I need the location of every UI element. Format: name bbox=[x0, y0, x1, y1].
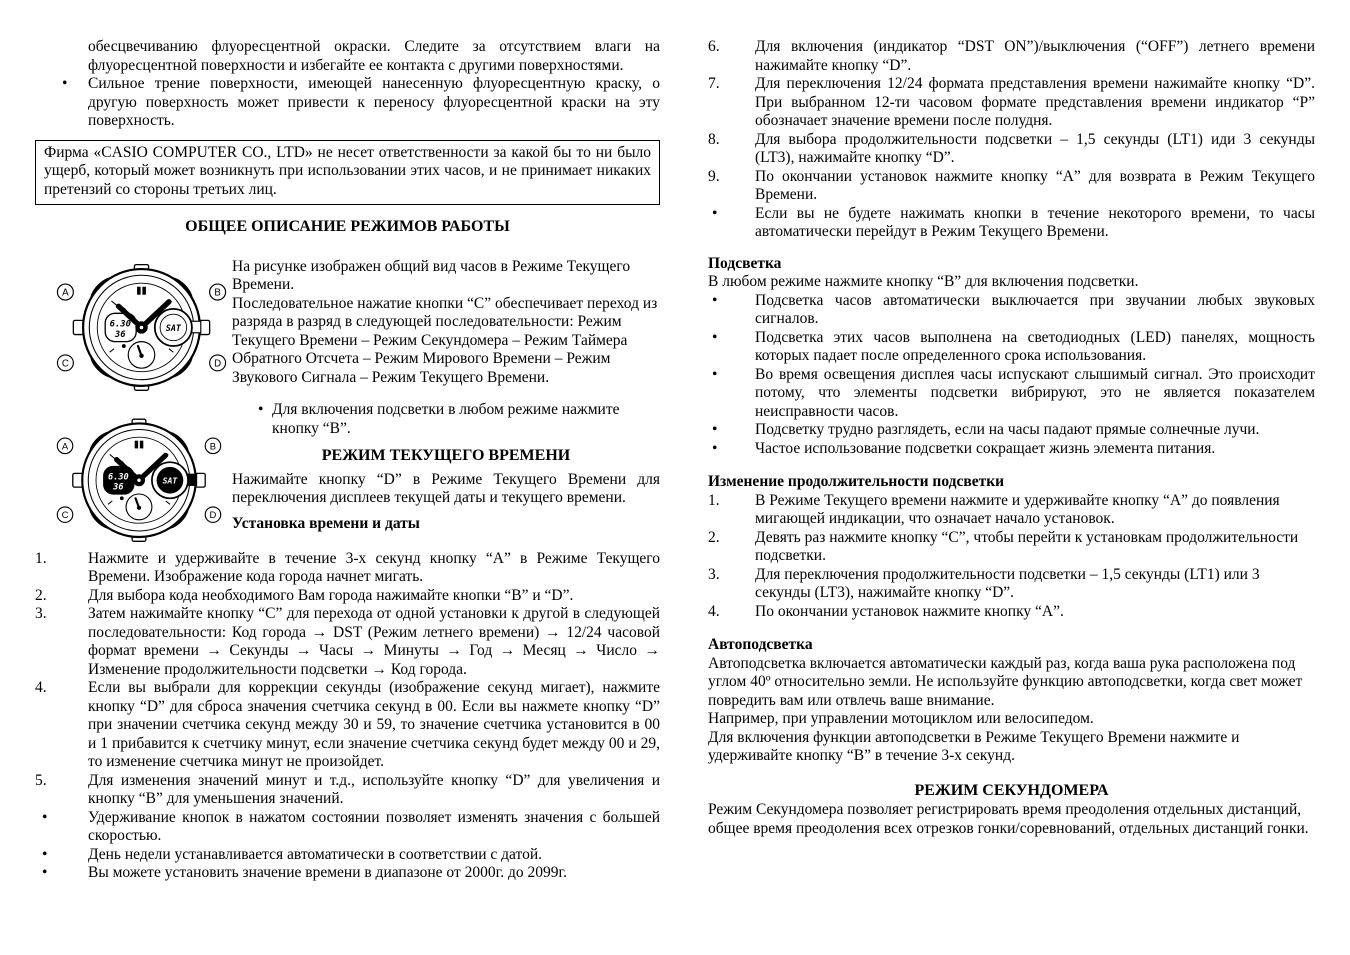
left-column bbox=[35, 38, 660, 883]
section-title-stopwatch: РЕЖИМ СЕКУНДОМЕРА bbox=[914, 781, 1109, 799]
backlight-intro: В любом режиме нажмите кнопку “В” для включения подсветки. bbox=[708, 273, 1139, 290]
autolight-paragraph-3: Для включения функции автоподсветки в Режиме Текущего Времени нажмите и удерживайте кнопку “В” в течение 3-х секунд. bbox=[708, 728, 1240, 764]
subsection-title-duration: Изменение продолжительности подсветки bbox=[708, 473, 1005, 490]
bullet-item bbox=[708, 292, 1315, 329]
button-b-label: B bbox=[214, 287, 221, 299]
bullet-text: Если вы не будете нажимать кнопки в течение некоторого времени, то часы автоматически перейдут в Режим Текущего Времени. bbox=[755, 204, 1315, 240]
bullet-text: Для включения подсветки в любом режиме нажмите кнопку “В”. bbox=[272, 401, 620, 437]
right-column bbox=[708, 38, 1315, 883]
bullet-item bbox=[35, 864, 660, 883]
bullet-text: Вы можете установить значение времени в диапазоне от 2000г. до 2099г. bbox=[88, 864, 567, 881]
list-text: Для выбора кода необходимого Вам города нажимайте кнопки “В” и “D”. bbox=[88, 586, 574, 604]
bullet-text: Подсветку трудно разглядеть, если на часы падают прямые солнечные лучи. bbox=[755, 421, 1260, 438]
list-text: Для изменения значений минут и т.д., используйте кнопку “D” для увеличения и кнопку “В” для уменьшения значений. bbox=[88, 771, 660, 807]
list-text: В Режиме Текущего времени нажмите и удерживайте кнопку “А” до появления мигающей индикации, что означает начало установок. bbox=[755, 491, 1280, 527]
button-b-label: B bbox=[209, 441, 217, 453]
bullet-item bbox=[232, 401, 660, 438]
numbered-item bbox=[35, 772, 660, 809]
list-text: Нажмите и удерживайте в течение 3-х секунд кнопку “А” в Режиме Текущего Времени. Изображение кода города начнет мигать. bbox=[88, 549, 660, 585]
list-number: 1. bbox=[35, 549, 47, 567]
bullet-item bbox=[35, 75, 660, 131]
list-number: 6. bbox=[708, 38, 720, 55]
numbered-item bbox=[35, 550, 660, 587]
disclaimer-box: Фирма «CASIO COMPUTER CO., LTD» не несет ответственности за какой бы то ни было ущерб, который может возникнуть при использовании этих часов, и не принимает никаких претензий со стороны третьих лиц. bbox=[35, 140, 660, 206]
list-text: Для выбора продолжительности подсветки – 1,5 секунды (LT1) иди 3 секунды (LT3), нажимайте кнопку “D”. bbox=[755, 130, 1315, 166]
list-number: 8. bbox=[708, 130, 720, 148]
list-text: Девять раз нажмите кнопку “С”, чтобы перейти к установкам продолжительности подсветки. bbox=[755, 528, 1299, 564]
autolight-paragraph-1: Автоподсветка включается автоматически каждый раз, когда ваша рука расположена под углом 40º относительно земли. Не используйте функцию автоподсветки, когда свет может повредить вам или отвлечь ваше внимание. bbox=[708, 654, 1303, 709]
bullet-text: День недели устанавливается автоматически в соответствии с датой. bbox=[88, 845, 543, 863]
bullet-marker bbox=[708, 440, 755, 459]
list-number: 3. bbox=[708, 565, 720, 583]
bullet-text: Частое использование подсветки сокращает жизнь элемента питания. bbox=[755, 439, 1216, 457]
stopwatch-intro: Режим Секундомера позволяет регистрировать время преодоления отдельных дистанций, общее время преодоления всех отрезков гонки/соревнований, отдельных дистанций гонки. bbox=[708, 801, 1309, 837]
bullet-marker bbox=[708, 421, 755, 440]
bullet-item bbox=[708, 366, 1315, 422]
watch-figure-backlit bbox=[35, 401, 232, 550]
numbered-item bbox=[708, 529, 1315, 566]
watch-diagram-icon bbox=[53, 246, 230, 393]
button-d-label: D bbox=[209, 510, 217, 522]
list-text: Затем нажимайте кнопку “С” для перехода от одной установки к другой в следующей последовательности: Код города → DST (Режим летнего времени) → 12/24 часовой формат времени → Секунды → Часы → Минуты → Год → Месяц → Число → Изменение продолжительности подсветки → Код города. bbox=[88, 605, 660, 678]
bullet-text: Во время освещения дисплея часы испускают слышимый сигнал. Это происходит потому, что элементы подсветки вибрируют, это не является показателем неисправности часов. bbox=[755, 365, 1315, 420]
bullet-item bbox=[35, 809, 660, 846]
list-text: По окончании установок нажмите кнопку “А” для возврата в Режим Текущего Времени. bbox=[755, 167, 1315, 203]
list-number: 5. bbox=[35, 771, 47, 789]
figure-row-2 bbox=[35, 401, 660, 550]
numbered-item bbox=[35, 587, 660, 606]
bullet-marker bbox=[708, 366, 755, 385]
bullet-marker bbox=[708, 205, 755, 224]
numbered-item bbox=[708, 38, 1315, 75]
bullet-item bbox=[708, 329, 1315, 366]
bullet-marker bbox=[232, 401, 272, 420]
numbered-item bbox=[708, 566, 1315, 603]
overview-paragraph-1: На рисунке изображен общий вид часов в Режиме Текущего Времени. bbox=[232, 257, 631, 293]
list-text: Для включения (индикатор “DST ON”)/выключения (“OFF”) летнего времени нажимайте кнопку “D”. bbox=[755, 38, 1315, 74]
button-c-label: C bbox=[61, 357, 69, 369]
button-a-label: A bbox=[61, 441, 69, 453]
current-time-intro: Нажимайте кнопку “D” в Режиме Текущего Времени для переключения дисплеев текущей даты и текущего времени. bbox=[232, 470, 660, 506]
list-number: 2. bbox=[35, 586, 47, 604]
list-text: Для переключения 12/24 формата представления времени нажимайте кнопку “D”. При выбранном 12-ти часовом формате представления времени индикатор “Р” обозначает значение времени после полудня. bbox=[755, 75, 1315, 129]
numbered-item bbox=[708, 168, 1315, 205]
numbered-item bbox=[708, 75, 1315, 131]
list-number: 4. bbox=[35, 679, 47, 696]
subsection-title-setup: Установка времени и даты bbox=[232, 514, 420, 532]
watch-figure-normal bbox=[35, 246, 232, 399]
button-c-label: C bbox=[61, 510, 69, 522]
bullet-marker bbox=[35, 864, 88, 883]
bullet-item bbox=[708, 421, 1315, 440]
list-number: 1. bbox=[708, 491, 720, 509]
button-d-label: D bbox=[214, 357, 222, 369]
list-text: Если вы выбрали для коррекции секунды (изображение секунд мигает), нажмите кнопку “D” для сброса значения счетчика секунд в 00. Если вы нажмете кнопку “D” при значении счетчика секунд между 30 и 59, то значение счетчика установится в 00 и 1 прибавится к счетчику минут, если значение счетчика секунд будет между 00 и 29, то изменение счетчика минут не произойдет. bbox=[88, 679, 660, 770]
numbered-item bbox=[35, 679, 660, 772]
bullet-marker bbox=[35, 846, 88, 865]
list-number: 9. bbox=[708, 167, 720, 185]
bullet-text: Сильное трение поверхности, имеющей нанесенную флуоресцентную краску, о другую поверхность может привести к переносу флуоресцентной краски на эту поверхность. bbox=[88, 75, 660, 129]
subsection-title-backlight: Подсветка bbox=[708, 254, 782, 272]
list-number: 2. bbox=[708, 528, 720, 546]
lcd-day: SAT bbox=[165, 322, 181, 333]
section-title-modes: ОБЩЕЕ ОПИСАНИЕ РЕЖИМОВ РАБОТЫ bbox=[185, 218, 510, 235]
bullet-text: Подсветка часов автоматически выключается при звучании любых звуковых сигналов. bbox=[755, 291, 1315, 327]
bullet-marker bbox=[708, 292, 755, 311]
bullet-marker bbox=[708, 329, 755, 348]
lcd-time: 6.30 bbox=[109, 319, 131, 330]
lcd-seconds: 36 bbox=[114, 329, 126, 340]
overview-text bbox=[232, 246, 660, 399]
lcd-time: 6.30 bbox=[108, 472, 129, 483]
watch-backlit-diagram-icon bbox=[53, 401, 225, 544]
list-number: 4. bbox=[708, 602, 720, 620]
lcd-seconds: 36 bbox=[113, 482, 124, 493]
lcd-day: SAT bbox=[162, 475, 178, 486]
numbered-item bbox=[708, 603, 1315, 622]
bullet-item bbox=[708, 440, 1315, 459]
bullet-item bbox=[708, 205, 1315, 242]
list-number: 7. bbox=[708, 75, 720, 92]
current-time-text bbox=[232, 401, 660, 550]
section-title-current-time: РЕЖИМ ТЕКУЩЕГО ВРЕМЕНИ bbox=[321, 447, 571, 464]
numbered-item bbox=[708, 131, 1315, 168]
bullet-text: Подсветка этих часов выполнена на светодиодных (LED) панелях, мощность которых падает после определенного срока использования. bbox=[755, 328, 1315, 364]
bullet-text: Удерживание кнопок в нажатом состоянии позволяет изменять значения с большей скоростью. bbox=[88, 808, 660, 844]
autolight-paragraph-2: Например, при управлении мотоциклом или велосипедом. bbox=[708, 710, 1094, 727]
numbered-item bbox=[708, 492, 1315, 529]
list-number: 3. bbox=[35, 605, 47, 622]
numbered-item bbox=[35, 605, 660, 679]
list-text: Для переключения продолжительности подсветки – 1,5 секунды (LT1) или 3 секунды (LT3), нажимайте кнопку “D”. bbox=[755, 565, 1260, 601]
intro-continuation-paragraph: обесцвечиванию флуоресцентной окраски. Следите за отсутствием влаги на флуоресцентной поверхности и избегайте ее контакта с другими поверхностями. bbox=[88, 38, 660, 74]
list-text: По окончании установок нажмите кнопку “А”. bbox=[755, 602, 1064, 620]
subsection-title-autolight: Автоподсветка bbox=[708, 636, 813, 653]
bullet-item bbox=[35, 846, 660, 865]
figure-row-1 bbox=[35, 246, 660, 399]
bullet-marker bbox=[35, 809, 88, 828]
bullet-marker bbox=[35, 75, 88, 94]
button-a-label: A bbox=[62, 287, 69, 299]
overview-paragraph-2: Последовательное нажатие кнопки “С” обеспечивает переход из разряда в разряд в следующей последовательности: Режим Текущего Времени – Режим Секундомера – Режим Таймера Обратного Отсчета – Режим Мирового Времени – Режим Звукового Сигнала – Режим Текущего Времени. bbox=[232, 294, 658, 386]
